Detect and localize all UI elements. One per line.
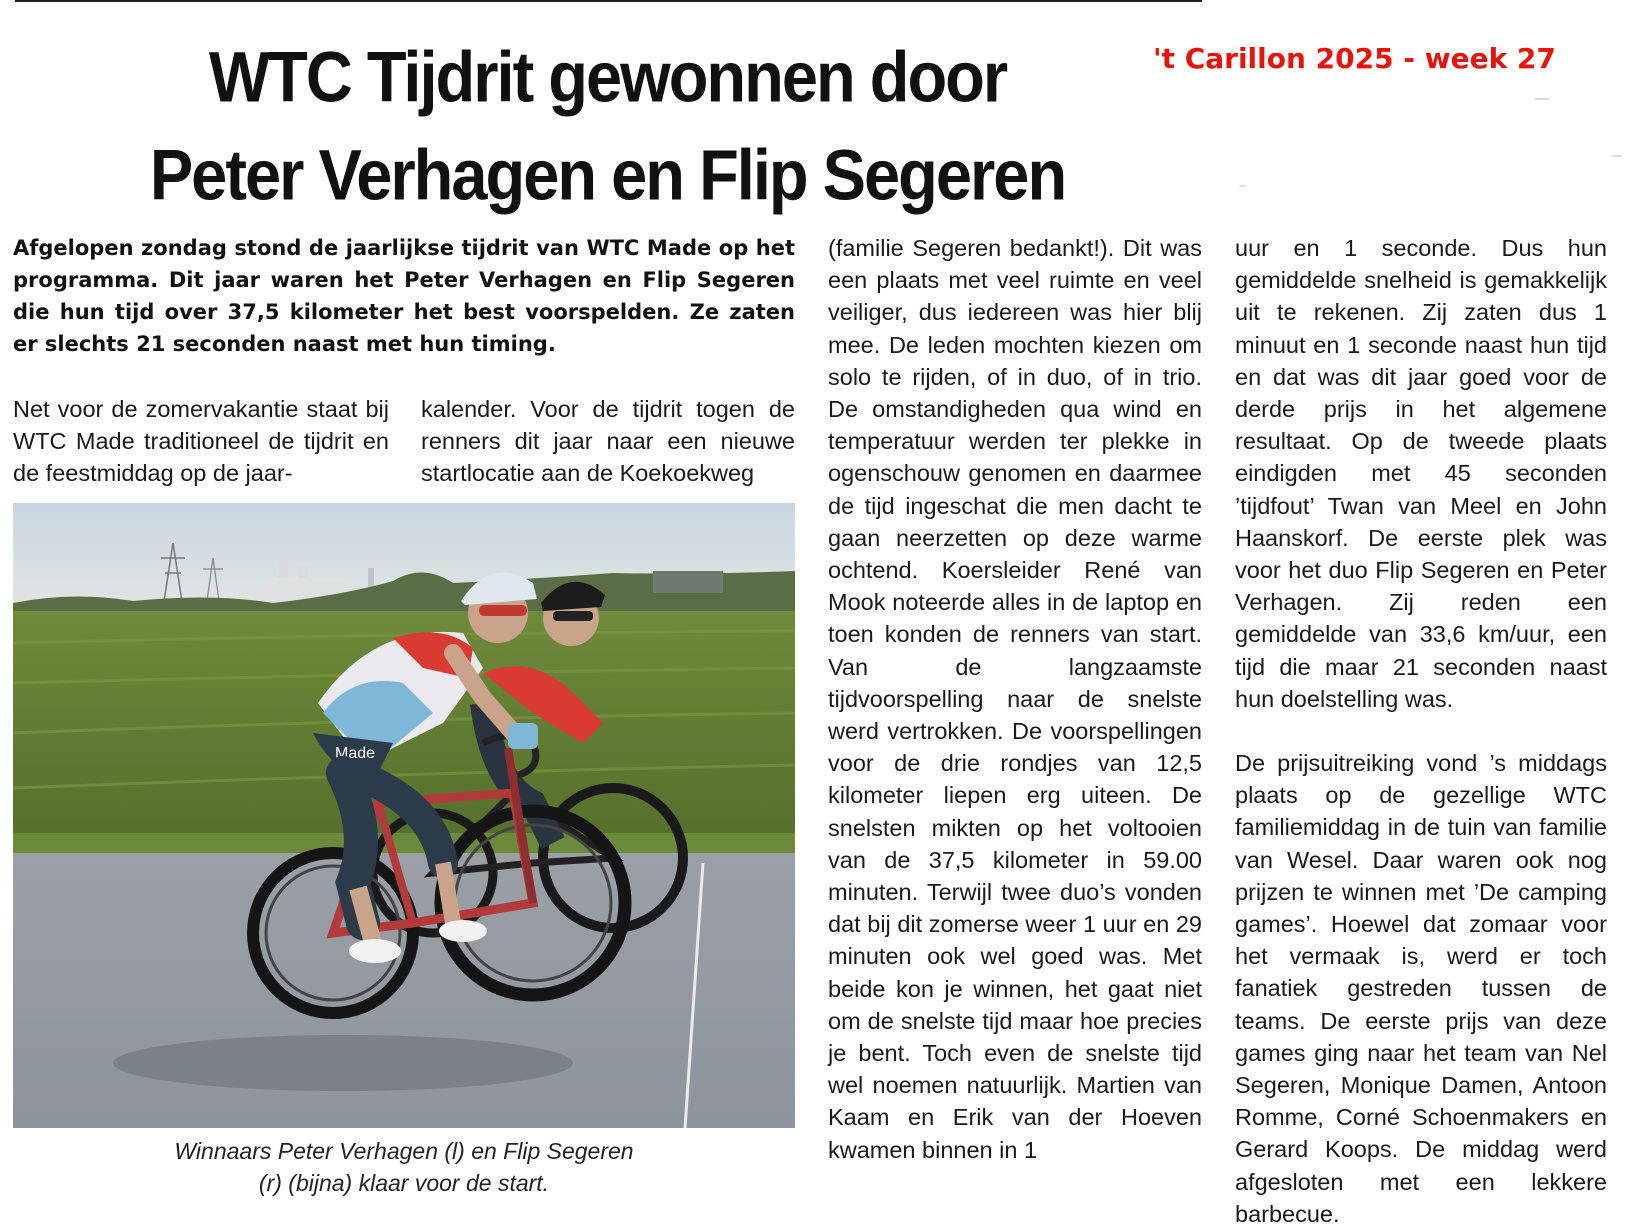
article-column-2 (421, 393, 795, 490)
paragraph: Net voor de zomervakantie staat bij WTC Made traditioneel de tijdrit en de feestmiddag op de jaar- (13, 396, 389, 487)
headline (0, 28, 1215, 224)
caption-line-2: (r) (bijna) klaar voor de start. (258, 1170, 550, 1196)
headline-line-2: Peter Verhagen en Flip Segeren (149, 134, 1066, 215)
paragraph: De prijsuitreiking vond ’s middags plaats op de gezellige WTC familiemiddag in de tuin van familie van Wesel. Daar waren ook nog prijzen te winnen met ’De camping games’. Hoewel dat zomaar voor het vermaak is, werd er toch fanatiek gestreden tussen de teams. De eerste prijs van deze games ging naar het team van Nel Segeren, Monique Damen, Antoon Romme, Corné Schoenmakers en Gerard Koops. De middag werd afgesloten met een lekkere barbecue. (1235, 750, 1607, 1227)
article-column-4 (1235, 232, 1607, 1230)
paragraph: (familie Segeren bedankt!). Dit was een plaats met veel ruimte en veel veiliger, dus iedereen was hier blij mee. De leden mochten kiezen om solo te rijden, of in duo, of in trio. De omstandigheden qua wind en temperatuur werden ter plekke in ogenschouw genomen en daarmee de tijd ingeschat die men dacht te gaan neerzetten op deze warme ochtend. Koersleider René van Mook noteerde alles in de laptop en toen konden de renners van start. Van de langzaamste tijdvoorspelling naar de snelste werd vertrokken. De voorspellingen voor de drie rondjes van 12,5 kilometer liepen erg uiteen. De snelsten mikten op het voltooien van de 37,5 kilometer in 59.00 minuten. Terwijl twee duo’s vonden dat bij dit zomerse weer 1 uur en 29 minuten ook wel goed was. Met beide kon je winnen, het gaat niet om de snelste tijd maar hoe precies je bent. Toch even de snelste tijd wel noemen natuurlijk. Martien van Kaam en Erik van der Hoeven kwamen binnen in 1 (828, 235, 1202, 1163)
article-column-3 (828, 232, 1202, 1166)
article-photo (13, 503, 795, 1128)
article-column-1 (13, 393, 389, 490)
caption-line-1: Winnaars Peter Verhagen (l) en Flip Segeren (174, 1138, 634, 1164)
top-rule (15, 0, 1202, 2)
paragraph: uur en 1 seconde. Dus hun gemiddelde snelheid is gemakkelijk uit te rekenen. Zij zaten dus 1 minuut en 1 seconde naast hun tijd en dat was dit jaar goed voor de derde prijs in het algemene resultaat. Op de tweede plaats eindigden met 45 seconden ’tijdfout’ Twan van Meel en John Haanskorf. De eerste plek was voor het duo Flip Segeren en Peter Verhagen. Zij reden een gemiddelde van 33,6 km/uur, een tijd die maar 21 seconden naast hun doelstelling was. (1235, 235, 1607, 712)
decor-mark (1612, 155, 1622, 157)
decor-mark (1535, 98, 1549, 100)
photo-caption (13, 1135, 795, 1199)
paragraph: kalender. Voor de tijdrit togen de renners dit jaar naar een nieuwe startlocatie aan de Koekoekweg (421, 396, 795, 487)
headline-line-1: WTC Tijdrit gewonnen door (208, 36, 1007, 118)
decor-mark (1239, 185, 1247, 187)
issue-label: 't Carillon 2025 - week 27 (1153, 42, 1556, 75)
intro-paragraph: Afgelopen zondag stond de jaarlijkse tijdrit van WTC Made op het programma. Dit jaar waren het Peter Verhagen en Flip Segeren die hun tijd over 37,5 kilometer het best voorspelden. Ze zaten er slechts 21 seconden naast met hun timing. (13, 236, 795, 356)
cyclists-photo (13, 503, 795, 1128)
jersey-text: Made (335, 745, 376, 762)
